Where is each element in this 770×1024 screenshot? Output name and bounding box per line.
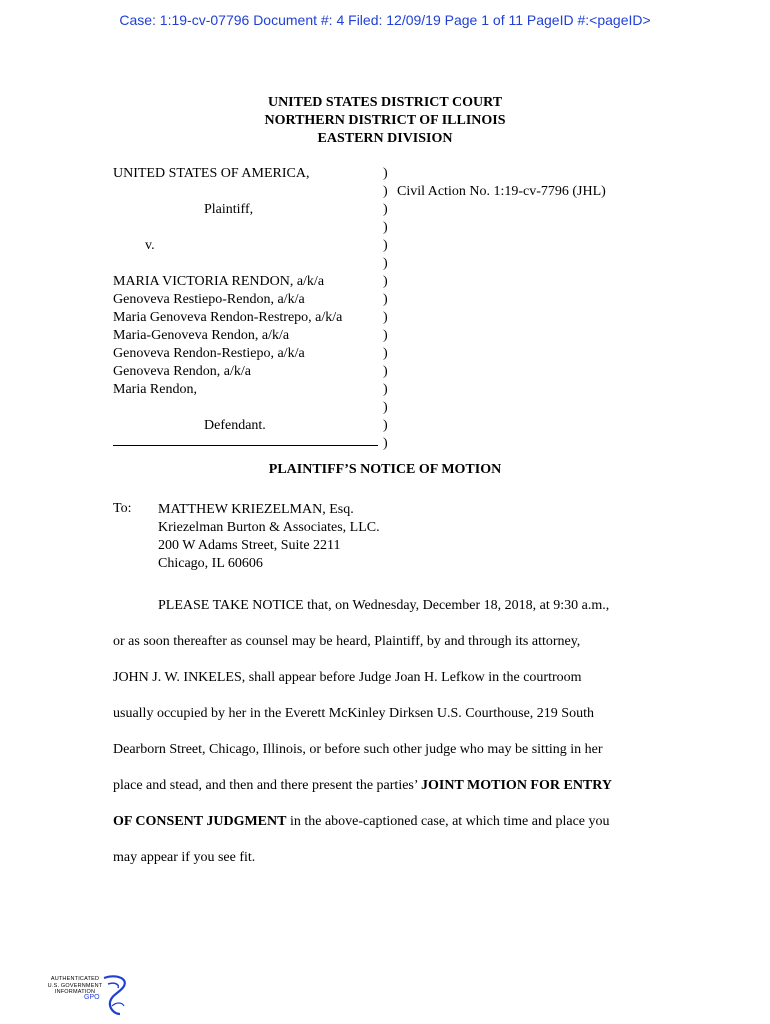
court-heading [0,94,770,148]
gpo-text-line: AUTHENTICATED [50,976,100,982]
case-header-stamp: Case: 1:19-cv-07796 Document #: 4 Filed: 12/09/19 Page 1 of 11 PageID #:<pageID> [119,12,651,28]
caption-divider [113,445,378,446]
document-title: PLAINTIFF’S NOTICE OF MOTION [268,462,502,477]
body-text: place and stead, and then and there present the parties’ [113,778,421,793]
court-name: UNITED STATES DISTRICT COURT [267,95,503,110]
defendant-alias: Maria Genoveva Rendon-Restrepo, a/k/a [113,310,343,325]
body-line: PLEASE TAKE NOTICE that, on Wednesday, December 18, 2018, at 9:30 a.m., [158,598,610,613]
body-line: JOHN J. W. INKELES, shall appear before Judge Joan H. Lefkow in the courtroom [113,670,582,685]
paren: ) [383,436,388,451]
to-label: To: [113,501,132,516]
plaintiff-role: Plaintiff, [204,202,254,217]
civil-action-number: Civil Action No. 1:19-cv-7796 (JHL) [397,184,606,199]
paren: ) [383,256,388,271]
body-line [113,768,658,804]
paren: ) [383,202,388,217]
paren: ) [383,184,388,199]
gpo-text-line: INFORMATION [54,989,96,995]
recipient-name: MATTHEW KRIEZELMAN, Esq. [158,502,354,517]
paren: ) [383,166,388,181]
court-division: EASTERN DIVISION [317,131,453,146]
gpo-authentication-logo [44,972,134,1018]
court-district: NORTHERN DISTRICT OF ILLINOIS [264,113,506,128]
defendant-alias: Genoveva Restiepo-Rendon, a/k/a [113,292,305,307]
defendant-role: Defendant. [204,418,266,433]
gpo-text-line: U.S. GOVERNMENT [47,982,103,989]
body-line: usually occupied by her in the Everett McKinley Dirksen U.S. Courthouse, 219 South [113,706,594,721]
defendant-alias: Maria Rendon, [113,382,197,397]
paren: ) [383,238,388,253]
body-line [113,804,658,840]
recipient-firm: Kriezelman Burton & Associates, LLC. [158,520,380,535]
plaintiff-name: UNITED STATES OF AMERICA, [113,166,310,181]
defendant-name: MARIA VICTORIA RENDON, a/k/a [113,274,325,289]
defendant-alias: Genoveva Rendon, a/k/a [113,364,252,379]
caption-parentheses [383,165,388,453]
paren: ) [383,328,388,343]
motion-title-part1: JOINT MOTION FOR ENTRY [421,778,612,793]
defendant-alias: Genoveva Rendon-Restiepo, a/k/a [113,346,305,361]
recipient-address [158,501,380,573]
recipient-street: 200 W Adams Street, Suite 2211 [158,538,341,553]
paren: ) [383,382,388,397]
defendant-alias: Maria-Genoveva Rendon, a/k/a [113,328,290,343]
paren: ) [383,346,388,361]
body-line: Dearborn Street, Chicago, Illinois, or before such other judge who may be sitting in her [113,742,603,757]
paren: ) [383,364,388,379]
body-line: or as soon thereafter as counsel may be heard, Plaintiff, by and through its attorney, [113,634,581,649]
notice-body [113,588,658,876]
body-line: may appear if you see fit. [113,850,256,865]
gpo-mark: GPO [84,994,100,1001]
motion-title-part2: OF CONSENT JUDGMENT [113,814,287,829]
paren: ) [383,220,388,235]
versus: v. [145,238,155,253]
body-text: in the above-captioned case, at which time and place you [286,814,610,829]
paren: ) [383,400,388,415]
paren: ) [383,292,388,307]
paren: ) [383,310,388,325]
recipient-city: Chicago, IL 60606 [158,556,263,571]
eagle-icon [94,972,134,1018]
case-caption [113,165,383,435]
paren: ) [383,274,388,289]
paren: ) [383,418,388,433]
